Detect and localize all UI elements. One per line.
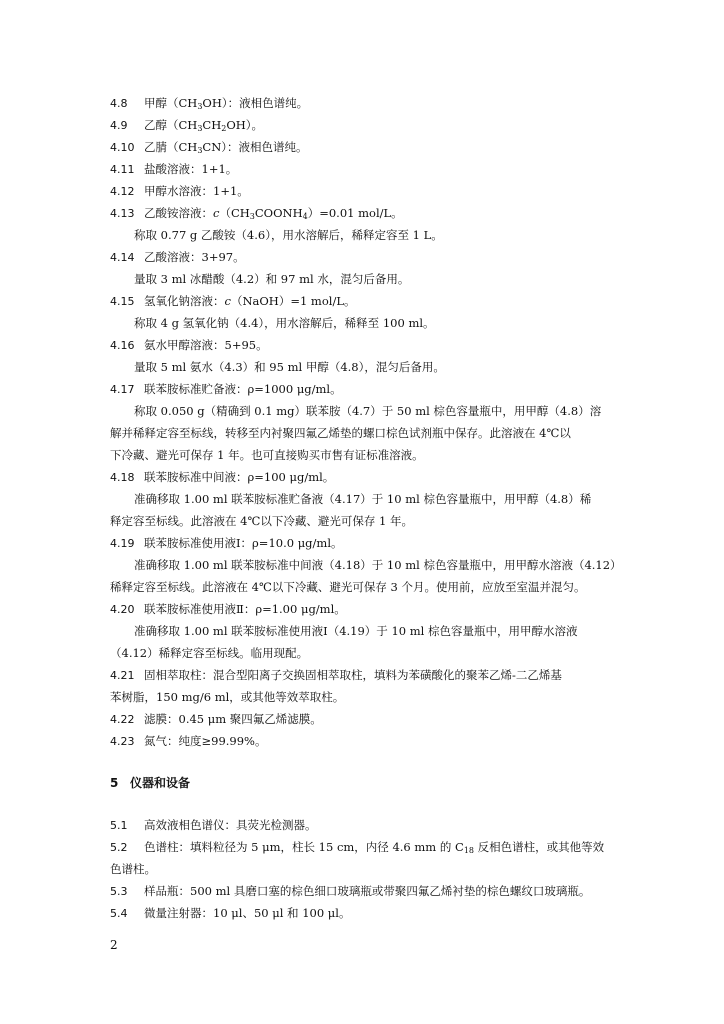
item-5-1: 5.1 高效液相色谱仪：具荧光检测器。	[110, 818, 317, 832]
item-4-13-body: 称取 0.77 g 乙酸铵（4.6），用水溶解后，稀释定容至 1 L。	[134, 228, 443, 242]
item-5-2-body: 色谱柱。	[110, 862, 156, 876]
item-4-18: 4.18 联苯胺标准中间液：ρ=100 μg/ml。	[110, 470, 335, 484]
item-4-14-body: 量取 3 ml 冰醋酸（4.2）和 97 ml 水，混匀后备用。	[134, 272, 410, 286]
item-4-18-body-1: 准确移取 1.00 ml 联苯胺标准贮备液（4.17）于 10 ml 棕色容量瓶中，用甲醇（4.8）稀	[134, 492, 592, 506]
item-4-21-body: 苯树脂，150 mg/6 ml，或其他等效萃取柱。	[110, 690, 345, 704]
item-4-17-body-1: 称取 0.050 g（精确到 0.1 mg）联苯胺（4.7）于 50 ml 棕色容量瓶中，用甲醇（4.8）溶	[134, 404, 602, 418]
item-4-20-body-1: 准确移取 1.00 ml 联苯胺标准使用液Ⅰ（4.19）于 10 ml 棕色容量瓶中，用甲醇水溶液	[134, 624, 578, 638]
item-4-19: 4.19 联苯胺标准使用液Ⅰ：ρ=10.0 μg/ml。	[110, 536, 343, 550]
item-5-4: 5.4 微量注射器：10 μl、50 μl 和 100 μl。	[110, 906, 351, 920]
item-4-15: 4.15 氢氧化钠溶液：c（NaOH）=1 mol/L。	[110, 294, 356, 308]
item-4-19-body-2: 稀释定容至标线。此溶液在 4℃以下冷藏、避光可保存 3 个月。使用前，应放至室温并混匀。	[110, 580, 586, 594]
section-title: 仪器和设备	[130, 776, 191, 790]
page-number: 2	[110, 938, 118, 952]
item-4-16-body: 量取 5 ml 氨水（4.3）和 95 ml 甲醇（4.8），混匀后备用。	[134, 360, 445, 374]
item-4-23: 4.23 氮气：纯度≥99.99%。	[110, 734, 267, 748]
item-4-11: 4.11 盐酸溶液：1+1。	[110, 162, 238, 176]
item-4-10: 4.10 乙腈$(CH_3CN)$：液相色谱纯。	[110, 140, 308, 155]
item-4-19-body-1: 准确移取 1.00 ml 联苯胺标准中间液（4.18）于 10 ml 棕色容量瓶中，用甲醇水溶液（4.12）	[134, 558, 622, 572]
item-4-8: 4.8 甲醇$(CH_3OH)$：液相色谱纯。	[110, 96, 309, 111]
item-4-15-body: 称取 4 g 氢氧化钠（4.4），用水溶解后，稀释至 100 ml。	[134, 316, 435, 330]
item-4-17: 4.17 联苯胺标准贮备液：ρ=1000 μg/ml。	[110, 382, 342, 396]
item-4-14: 4.14 乙酸溶液：3+97。	[110, 250, 245, 264]
item-4-20: 4.20 联苯胺标准使用液Ⅱ：ρ=1.00 μg/ml。	[110, 602, 346, 616]
item-4-9: 4.9 乙醇$(CH_3CH_2OH)$。	[110, 118, 264, 133]
item-4-13: 4.13 乙酸铵溶液：$c(CH_3COONH_4)=0.01$ mol/L。	[110, 206, 403, 221]
item-4-17-body-3: 下冷藏、避光可保存 1 年。也可直接购买市售有证标准溶液。	[110, 448, 424, 462]
item-4-17-body-2: 解并稀释定容至标线，转移至内衬聚四氟乙烯垫的螺口棕色试剂瓶中保存。此溶液在 4℃以	[110, 426, 571, 440]
item-4-18-body-2: 释定容至标线。此溶液在 4℃以下冷藏、避光可保存 1 年。	[110, 514, 413, 528]
item-4-12: 4.12 甲醇水溶液：1+1。	[110, 184, 249, 198]
item-4-21: 4.21 固相萃取柱：混合型阳离子交换固相萃取柱，填料为苯磺酸化的聚苯乙烯-二乙烯基	[110, 668, 562, 682]
item-5-3: 5.3 样品瓶：500 ml 具磨口塞的棕色细口玻璃瓶或带聚四氟乙烯衬垫的棕色螺纹口玻璃瓶。	[110, 884, 591, 898]
item-5-2: 5.2 色谱柱：填料粒径为 5 μm，柱长 15 cm，内径 4.6 mm 的 $C_{18}$ 反相色谱柱，或其他等效	[110, 840, 605, 855]
item-4-16: 4.16 氨水甲醇溶液：5+95。	[110, 338, 268, 352]
item-4-22: 4.22 滤膜：0.45 μm 聚四氟乙烯滤膜。	[110, 712, 322, 726]
section-heading: 5 仪器和设备	[110, 776, 191, 790]
item-4-20-body-2: （4.12）稀释定容至标线。临用现配。	[110, 646, 309, 660]
